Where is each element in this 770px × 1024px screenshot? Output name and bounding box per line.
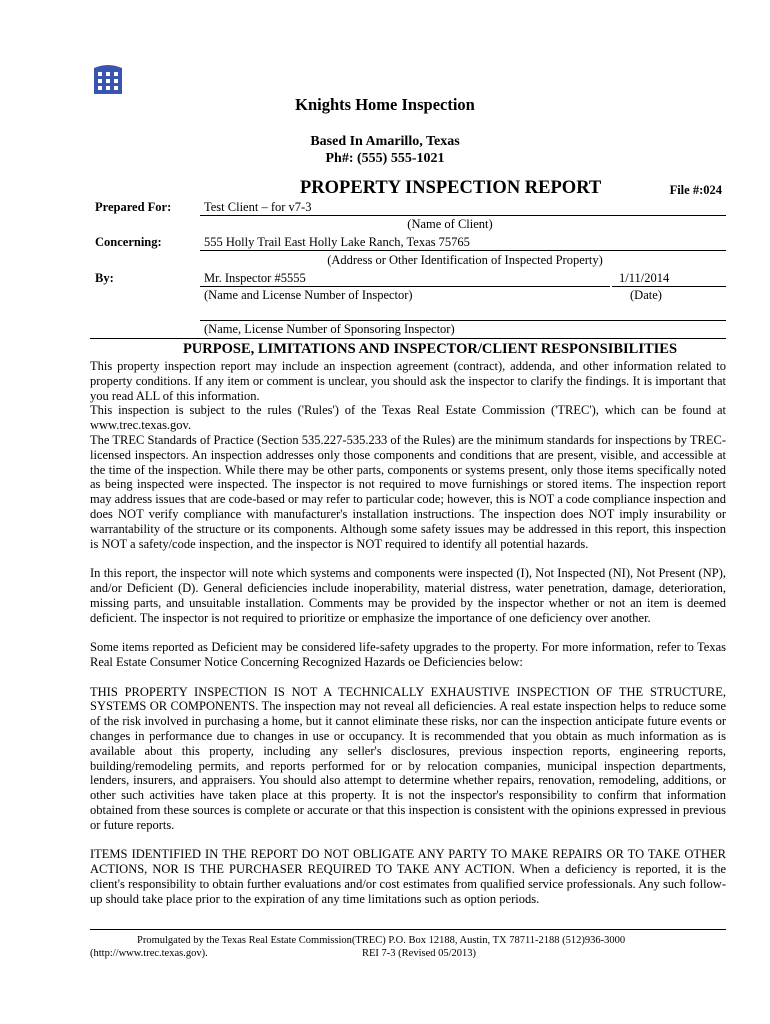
prepared-for-label: Prepared For: bbox=[95, 200, 172, 214]
property-address-value: 555 Holly Trail East Holly Lake Ranch, Texas 75765 bbox=[204, 235, 470, 249]
inspection-date-value: 1/11/2014 bbox=[619, 271, 670, 285]
inspector-value: Mr. Inspector #5555 bbox=[204, 271, 306, 285]
paragraph-life-safety: Some items reported as Deficient may be considered life-safety upgrades to the property. For more information, refer to Texas Real Estate Consumer Notice Concerning Recognized Hazards oe Deficiencies below: bbox=[90, 640, 726, 669]
concerning-label: Concerning: bbox=[95, 235, 162, 249]
paragraph-inspection-codes: In this report, the inspector will note which systems and components were inspected (I), Not Inspected (NI), Not Present (NP), and/or Deficient (D). General deficiencies include inoperability, material distress, water penetration, damage, deterioration, missing parts, and unsuitable installation. Comments may be provided by the inspector whether or not an item is deemed deficient. The inspector is not required to prioritize or emphasize the importance of one deficiency over another. bbox=[90, 566, 726, 625]
inspector-underline bbox=[200, 286, 610, 287]
client-name-caption: (Name of Client) bbox=[407, 217, 493, 231]
company-phone: Ph#: (555) 555-1021 bbox=[325, 151, 445, 166]
footer-url: (http://www.trec.texas.gov). bbox=[90, 948, 208, 959]
file-number: File #:024 bbox=[669, 183, 722, 197]
paragraph-standards-of-practice: The TREC Standards of Practice (Section 535.227-535.233 of the Rules) are the minimum standards for inspections by TREC-licensed inspectors. An inspection addresses only those components and conditions that are present, visible, and accessible at the time of the inspection. While there may be other parts, components or systems present, only those items specifically noted as being inspected were inspected. The inspector is not required to move furnishings or stored items. The inspection report may address issues that are code-based or may refer to particular code; however, this is NOT a code compliance inspection and does NOT verify compliance with manufacturer's installation instructions. The inspection does NOT imply insurability or warrantability of the structure or its components. Although some safety issues may be addressed in this report, this inspection is NOT a safety/code inspection, and the inspector is NOT required to identify all potential hazards. bbox=[90, 432, 726, 551]
company-location: Based In Amarillo, Texas bbox=[310, 134, 460, 149]
footer bbox=[90, 934, 726, 960]
sponsor-underline bbox=[200, 320, 726, 321]
paragraph-report-scope: This property inspection report may include an inspection agreement (contract), addenda, and other information related to property conditions. If any item or comment is unclear, you should ask the inspector to clarify the findings. It is important that you read ALL of this information. bbox=[90, 359, 726, 403]
footer-revision: REI 7-3 (Revised 05/2013) bbox=[362, 948, 477, 959]
paragraph-trec-rules: This inspection is subject to the rules ('Rules') of the Texas Real Estate Commission ('TREC'), which can be found at www.trec.texas.gov. bbox=[90, 403, 726, 433]
section-title: PURPOSE, LIMITATIONS AND INSPECTOR/CLIENT RESPONSIBILITIES bbox=[182, 341, 678, 357]
footer-promulgated: Promulgated by the Texas Real Estate Commission(TREC) P.O. Box 12188, Austin, TX 78711-2188 (512)936-3000 bbox=[137, 935, 626, 946]
section-divider bbox=[90, 338, 726, 339]
property-address-underline bbox=[200, 250, 726, 251]
section-body bbox=[90, 359, 726, 906]
footer-divider bbox=[90, 929, 726, 930]
client-name-underline bbox=[200, 215, 726, 216]
paragraph-not-exhaustive: THIS PROPERTY INSPECTION IS NOT A TECHNICALLY EXHAUSTIVE INSPECTION OF THE STRUCTURE, SYSTEMS OR COMPONENTS. The inspection may not reveal all deficiencies. A real estate inspection helps to reduce some of the risk involved in purchasing a home, but it cannot eliminate these risks, nor can the inspection anticipate future events or changes in performance due to changes in use or occupancy. It is recommended that you obtain as much information as is available about this property, including any seller's disclosures, previous inspection reports, engineering reports, building/remodeling permits, and reports performed for or by relocation companies, municipal inspection departments, lenders, insurers, and appraisers. You should also attempt to determine whether repairs, renovation, remodeling, additions, or other such activities have taken place at this property. It is not the inspector's responsibility to confirm that information obtained from these sources is complete or accurate or that this inspection is consistent with the opinions expressed in previous or future reports. bbox=[90, 684, 726, 832]
date-caption: (Date) bbox=[630, 288, 662, 302]
paragraph-no-obligation: ITEMS IDENTIFIED IN THE REPORT DO NOT OBLIGATE ANY PARTY TO MAKE REPAIRS OR TO TAKE OTHER ACTIONS, NOR IS THE PURCHASER REQUIRED TO TAKE ANY ACTION. When a deficiency is reported, it is the client's responsibility to obtain further evaluations and/or cost estimates from qualified service professionals. Any such follow-up should take place prior to the expiration of any time limitations such as option periods. bbox=[90, 847, 726, 906]
date-underline bbox=[612, 286, 726, 287]
company-name: Knights Home Inspection bbox=[295, 95, 475, 114]
building-icon bbox=[92, 63, 124, 95]
property-address-caption: (Address or Other Identification of Inspected Property) bbox=[327, 253, 603, 267]
sponsor-caption: (Name, License Number of Sponsoring Inspector) bbox=[204, 322, 455, 336]
inspector-caption: (Name and License Number of Inspector) bbox=[204, 288, 413, 302]
by-label: By: bbox=[95, 271, 114, 285]
client-name-value: Test Client – for v7-3 bbox=[204, 200, 312, 214]
report-title: PROPERTY INSPECTION REPORT bbox=[300, 178, 602, 198]
